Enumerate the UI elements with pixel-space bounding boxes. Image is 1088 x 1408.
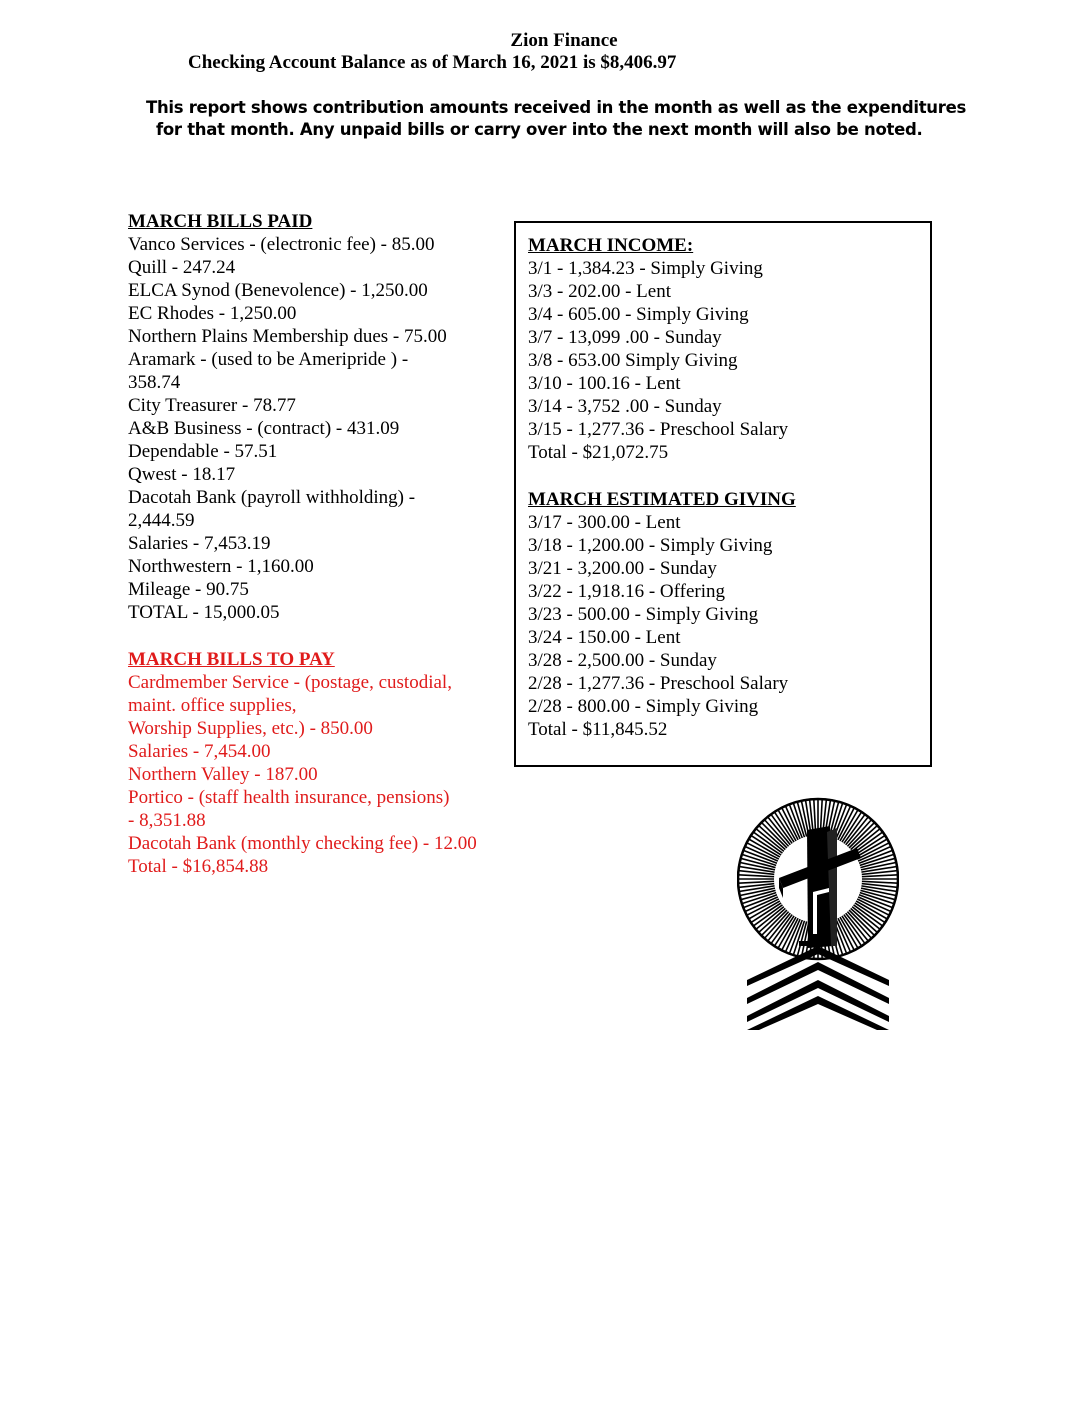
- list-item: ELCA Synod (Benevolence) - 1,250.00: [128, 280, 428, 301]
- page-title: Zion Finance: [510, 30, 618, 51]
- list-item: maint. office supplies,: [128, 695, 297, 716]
- bills-paid-heading: MARCH BILLS PAID: [128, 211, 313, 232]
- list-item: 3/17 - 300.00 - Lent: [528, 512, 681, 533]
- list-item: 2/28 - 1,277.36 - Preschool Salary: [528, 673, 789, 694]
- estimated-giving-section: [528, 488, 796, 741]
- list-item: 3/22 - 1,918.16 - Offering: [528, 581, 726, 602]
- list-item: Worship Supplies, etc.) - 850.00: [128, 718, 373, 739]
- list-item: 3/7 - 13,099 .00 - Sunday: [528, 327, 722, 348]
- list-item: 3/10 - 100.16 - Lent: [528, 373, 681, 394]
- intro-line-2: for that month. Any unpaid bills or carry over into the next month will also be noted.: [156, 120, 923, 139]
- list-item: A&B Business - (contract) - 431.09: [128, 418, 400, 439]
- list-item: 358.74: [128, 372, 181, 393]
- list-item: TOTAL - 15,000.05: [128, 602, 280, 623]
- list-item: Quill - 247.24: [128, 257, 236, 278]
- list-item: 3/4 - 605.00 - Simply Giving: [528, 304, 749, 325]
- list-item: 3/3 - 202.00 - Lent: [528, 281, 672, 302]
- income-list: [528, 257, 788, 464]
- list-item: Dependable - 57.51: [128, 441, 278, 462]
- list-item: EC Rhodes - 1,250.00: [128, 303, 297, 324]
- list-item: 3/28 - 2,500.00 - Sunday: [528, 650, 717, 671]
- list-item: 3/21 - 3,200.00 - Sunday: [528, 558, 717, 579]
- list-item: 3/23 - 500.00 - Simply Giving: [528, 604, 759, 625]
- list-item: Northern Valley - 187.00: [128, 764, 318, 785]
- list-item: 3/8 - 653.00 Simply Giving: [528, 350, 738, 371]
- list-item: Dacotah Bank (monthly checking fee) - 12.00: [128, 833, 477, 854]
- list-item: Northwestern - 1,160.00: [128, 556, 314, 577]
- list-item: 3/24 - 150.00 - Lent: [528, 627, 681, 648]
- list-item: Northern Plains Membership dues - 75.00: [128, 326, 447, 347]
- list-item: 2/28 - 800.00 - Simply Giving: [528, 696, 759, 717]
- list-item: Dacotah Bank (payroll withholding) -: [128, 487, 416, 508]
- list-item: 3/1 - 1,384.23 - Simply Giving: [528, 258, 763, 279]
- list-item: Total - $21,072.75: [528, 442, 669, 463]
- list-item: - 8,351.88: [128, 810, 206, 831]
- estimated-giving-heading: MARCH ESTIMATED GIVING: [528, 489, 796, 510]
- list-item: 3/15 - 1,277.36 - Preschool Salary: [528, 419, 789, 440]
- intro-line-1: This report shows contribution amounts received in the month as well as the expenditures: [146, 98, 966, 117]
- list-item: Vanco Services - (electronic fee) - 85.00: [128, 234, 435, 255]
- list-item: Qwest - 18.17: [128, 464, 236, 485]
- bills-to-pay-heading: MARCH BILLS TO PAY: [128, 649, 335, 670]
- bills-paid-section: [128, 210, 447, 624]
- bills-to-pay-list: [128, 671, 477, 878]
- list-item: Salaries - 7,453.19: [128, 533, 271, 554]
- list-item: City Treasurer - 78.77: [128, 395, 296, 416]
- bills-to-pay-section: [128, 648, 477, 878]
- income-heading: MARCH INCOME:: [528, 235, 694, 256]
- list-item: Total - $11,845.52: [528, 719, 668, 740]
- balance-line: Checking Account Balance as of March 16, 2021 is $8,406.97: [188, 52, 677, 73]
- list-item: Cardmember Service - (postage, custodial,: [128, 672, 452, 693]
- list-item: Mileage - 90.75: [128, 579, 249, 600]
- list-item: Total - $16,854.88: [128, 856, 269, 877]
- estimated-giving-list: [528, 511, 796, 741]
- cross-sunburst-logo-icon: [737, 796, 899, 1030]
- bills-paid-list: [128, 233, 447, 624]
- list-item: Aramark - (used to be Ameripride ) -: [128, 349, 409, 370]
- list-item: Salaries - 7,454.00: [128, 741, 271, 762]
- list-item: 2,444.59: [128, 510, 195, 531]
- income-section: [528, 234, 788, 464]
- list-item: Portico - (staff health insurance, pensions): [128, 787, 450, 808]
- list-item: 3/18 - 1,200.00 - Simply Giving: [528, 535, 773, 556]
- list-item: 3/14 - 3,752 .00 - Sunday: [528, 396, 722, 417]
